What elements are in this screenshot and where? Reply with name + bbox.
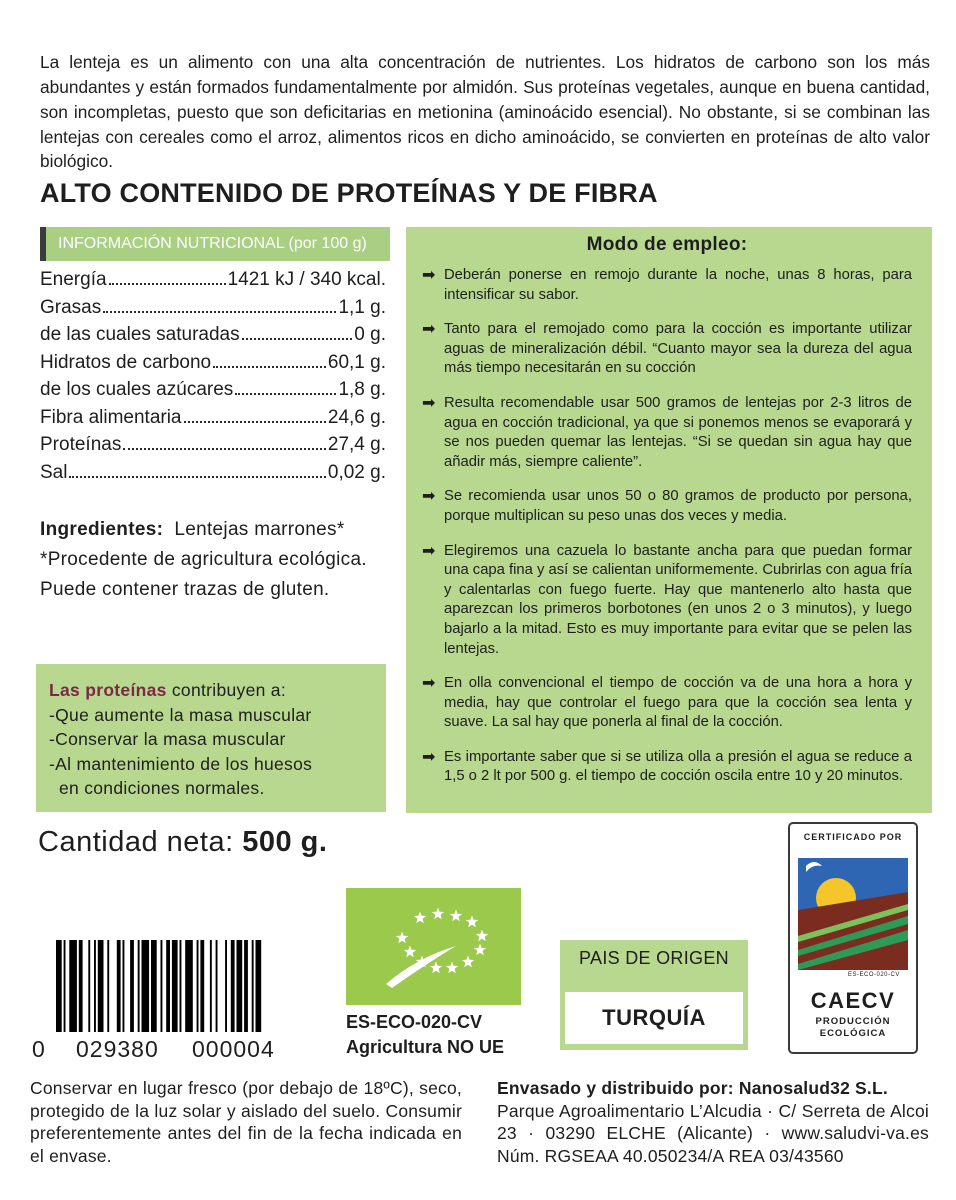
usage-step (422, 542, 912, 660)
eu-leaf-icon (346, 888, 521, 1005)
nutrition-row (40, 462, 386, 490)
usage-step (422, 487, 912, 526)
distributor-info (497, 1077, 929, 1167)
arrow-right-icon: ➡ (422, 321, 436, 339)
nutrient-value: 60,1 g. (327, 351, 386, 373)
country-value: TURQUÍA (602, 1005, 706, 1030)
barcode (32, 940, 300, 1065)
nutrient-value: 0 g. (354, 324, 386, 345)
caecv-subtitle-2: ECOLÓGICA (819, 1028, 887, 1039)
arrow-right-icon: ➡ (422, 394, 436, 412)
usage-step (422, 674, 912, 733)
nutrition-table (40, 269, 386, 489)
usage-step (422, 394, 912, 472)
proteins-item: en condiciones normales. (59, 778, 265, 798)
storage-instructions: Conservar en lugar fresco (por debajo de 18ºC), seco, protegido de la luz solar y aislado del suelo. Consumir preferentemente antes del fin de la fecha indicada en el envase. (30, 1078, 462, 1166)
proteins-item: -Al mantenimiento de los huesos (49, 753, 313, 774)
usage-step-text: Elegiremos una cazuela lo bastante ancha para que puedan formar una capa fina y así se calientan uniformemente. Cubrirlas con agua fría y calentarlas con fuego fuerte. Hay que mantenerlo alto hasta que aparezcan los primeros borbotones (en unos 2 o 3 minutos), y luego bajarlo a la mitad. Esto es muy importante para evitar que se pelen las lentejas. (444, 542, 913, 657)
nutrient-label: de los cuales azúcares (40, 379, 234, 400)
nutrition-row (40, 297, 386, 325)
nutrient-label: Grasas (40, 296, 102, 318)
barcode-digits: 029380 (76, 1036, 159, 1062)
proteins-intro: contribuyen a: (171, 680, 286, 700)
net-quantity-label: Cantidad neta: (38, 826, 234, 858)
proteins-item: -Conservar la masa muscular (49, 729, 286, 749)
country-of-origin (560, 940, 748, 1050)
ingredients-label: Ingredientes: (40, 519, 164, 540)
caecv-subtitle (790, 1016, 916, 1040)
barcode-digits: 0 (32, 1036, 46, 1062)
distributor-address: Parque Agroalimentario L’Alcudia · C/ Serreta de Alcoi 23 · 03290 ELCHE (Alicante) · www.saludvi-va.es Núm. RGSEAA 40.050234/A REA 03/43560 (497, 1100, 929, 1166)
arrow-right-icon: ➡ (422, 488, 436, 506)
nutrition-row (40, 407, 386, 435)
ingredients-value: Lentejas marrones* (174, 519, 345, 540)
nutrient-label: de las cuales saturadas (40, 324, 240, 345)
nutrient-value: 1421 kJ / 340 kcal. (227, 269, 386, 290)
nutrient-value: 1,1 g. (338, 296, 386, 318)
usage-step-text: Tanto para el remojado como para la cocción es importante utilizar aguas de mineralización débil. “Cuanto mayor sea la dureza del agua más tiempo necesitarán en su cocción (444, 321, 912, 377)
usage-box (406, 227, 932, 813)
usage-step-text: Se recomienda usar unos 50 o 80 gramos de producto por persona, porque multiplican su peso unas dos veces y media. (444, 488, 912, 524)
nutrient-label: Proteínas (40, 434, 122, 455)
country-value-box (565, 992, 743, 1044)
usage-step-text: Es importante saber que si se utiliza olla a presión el agua se reduce a 1,5 o 2 lt por 500 g. el tiempo de cocción oscila entre 10 y 20 minutos. (444, 748, 912, 785)
nutrient-value: 27,4 g. (327, 434, 386, 455)
headline: ALTO CONTENIDO DE PROTEÍNAS Y DE FIBRA (40, 178, 658, 208)
nutrient-label: Fibra alimentaria (40, 406, 182, 428)
arrow-right-icon: ➡ (422, 675, 436, 693)
nutrient-label: Energía (40, 269, 107, 290)
eu-control-code (346, 1010, 504, 1060)
nutrition-header: INFORMACIÓN NUTRICIONAL (por 100 g) (40, 227, 390, 261)
intro-paragraph: La lenteja es un alimento con una alta concentración de nutrientes. Los hidratos de carbono son los más abundantes y están formados fundamentalmente por almidón. Sus proteínas vegetales, aunque en buena cantidad, son incompletas, puesto que son deficitarias en metionina (aminoácido esencial). No obstante, si se combinan las lentejas con cereales como el arroz, alimentos ricos en dicho aminoácido, se convierten en proteínas de alto valor biológico. (40, 52, 930, 172)
nutrient-label: Sal (40, 461, 68, 483)
proteins-box (36, 664, 386, 812)
net-quantity (38, 826, 327, 859)
proteins-item: -Que aumente la masa muscular (49, 704, 312, 725)
arrow-right-icon: ➡ (422, 748, 436, 766)
eu-code: ES-ECO-020-CV (346, 1012, 483, 1032)
organic-note: *Procedente de agricultura ecológica. (40, 549, 367, 570)
nutrient-value: 0,02 g. (327, 461, 386, 483)
nutrition-row (40, 379, 386, 407)
caecv-certified-by: CERTIFICADO POR (803, 832, 903, 842)
net-quantity-value: 500 g. (242, 826, 328, 858)
caecv-certification-logo (788, 822, 918, 1054)
nutrition-row (40, 324, 386, 352)
arrow-right-icon: ➡ (422, 542, 436, 560)
usage-step-text: En olla convencional el tiempo de cocción va de una hora a hora y media, hay que controlar el fuego para que la cocción sea lenta y suave. La sal hay que ponerla al final de la cocción. (444, 675, 912, 731)
nutrition-row (40, 352, 386, 380)
eu-organic-logo (346, 888, 521, 1005)
caecv-name: CAECV (810, 988, 896, 1013)
distributor-label: Envasado y distribuido por: Nanosalud32 S.L. (497, 1078, 888, 1098)
nutrition-row (40, 269, 386, 297)
usage-step (422, 320, 912, 379)
arrow-right-icon: ➡ (422, 267, 436, 284)
country-label: PAIS DE ORIGEN (579, 948, 729, 968)
usage-step-text: Deberán ponerse en remojo durante la noche, unas 8 horas, para intensificar su sabor. (444, 267, 912, 303)
nutrient-value: 1,8 g. (338, 379, 386, 400)
caecv-landscape-icon (798, 852, 908, 970)
barcode-digits: 000004 (192, 1036, 275, 1062)
usage-title: Modo de empleo: (586, 234, 748, 255)
proteins-title: Las proteínas (49, 680, 167, 700)
nutrition-row (40, 434, 386, 462)
allergen-note: Puede contener trazas de gluten. (40, 579, 330, 600)
usage-step (422, 266, 912, 305)
nutrient-value: 24,6 g. (327, 406, 386, 428)
caecv-subtitle-1: PRODUCCIÓN (815, 1016, 891, 1027)
ingredients-block (40, 515, 400, 605)
usage-step-text: Resulta recomendable usar 500 gramos de lentejas por 2-3 litros de agua en cocción tradicional, ya que si ponemos menos se evaporará y se nos pueden quemar las lentejas. “Si se quedan sin agua hay que añadir más, siempre caliente”. (444, 394, 912, 470)
caecv-code: ES-ECO-020-CV (848, 972, 900, 978)
nutrient-label: Hidratos de carbono (40, 351, 212, 373)
eu-origin: Agricultura NO UE (346, 1037, 505, 1057)
usage-step (422, 748, 912, 787)
